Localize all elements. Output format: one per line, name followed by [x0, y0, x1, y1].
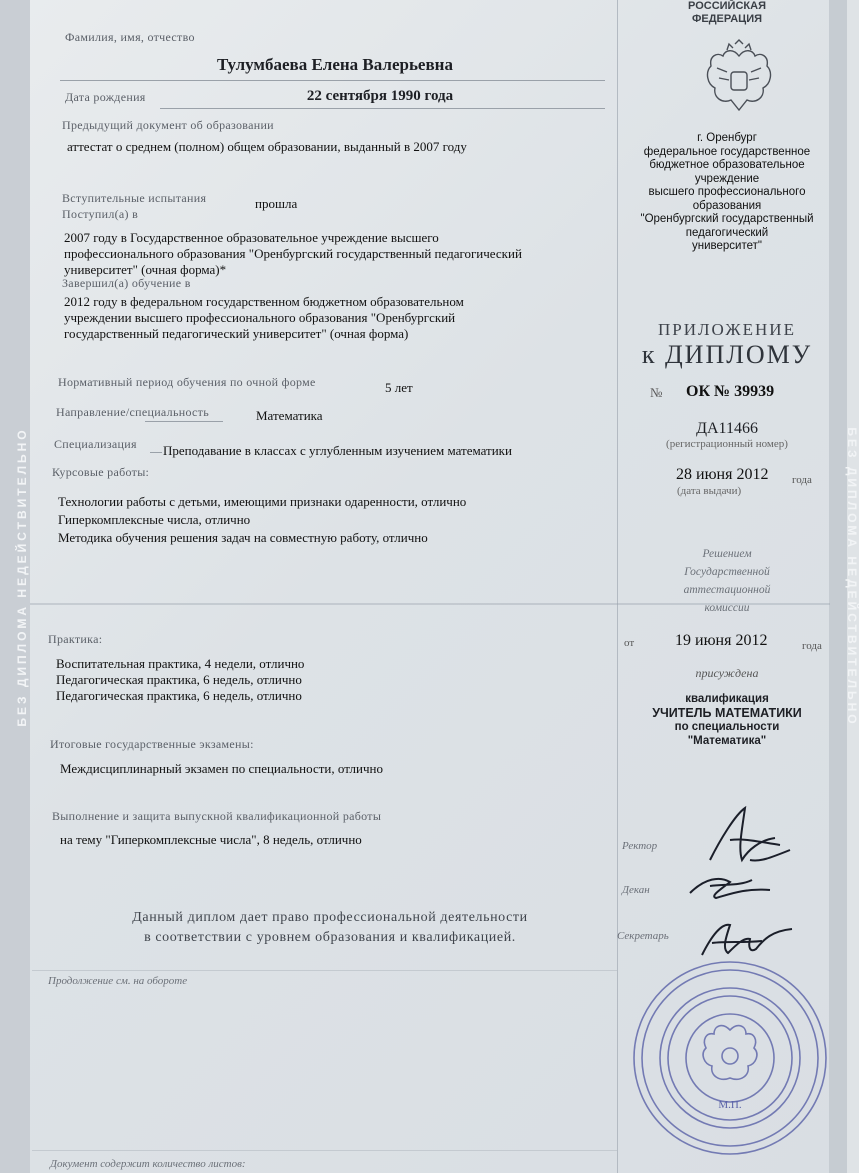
practice-item: Педагогическая практика, 6 недель, отлично — [56, 688, 302, 703]
commission-block — [622, 545, 832, 617]
coursework-item: Методика обучения решения задач на совместную работу, отлично — [58, 530, 428, 545]
practice-item: Педагогическая практика, 6 недель, отлично — [56, 672, 302, 687]
qualification-block — [622, 692, 832, 748]
column-divider — [617, 0, 618, 1173]
awarded-label: присуждена — [695, 666, 759, 680]
coursework-list — [58, 493, 466, 547]
diploma-number: ОК № 39939 — [686, 383, 775, 400]
practice-label: Практика: — [48, 632, 103, 646]
graduated-text — [64, 294, 464, 342]
period-value: 5 лет — [385, 380, 413, 395]
institution-line: федеральное государственное — [643, 145, 811, 158]
rights-statement — [60, 908, 600, 948]
appendix-subtitle: к ДИПЛОМУ — [641, 340, 813, 369]
institution-line: бюджетное образовательное — [649, 159, 805, 171]
entrance-label: Вступительные испытания — [62, 191, 207, 205]
dean-label: Декан — [622, 884, 650, 896]
name-label: Фамилия, имя, отчество — [65, 30, 195, 44]
country-header — [622, 0, 832, 26]
commission-line: Государственной — [684, 566, 770, 578]
institution-block — [622, 132, 832, 254]
state-exams-value: Междисциплинарный экзамен по специальности, отлично — [60, 761, 383, 776]
qualification-value: УЧИТЕЛЬ МАТЕМАТИКИ — [652, 706, 802, 720]
commission-line: аттестационной — [683, 584, 771, 596]
institution-city: г. Оренбург — [697, 132, 757, 144]
registration-label: (регистрационный номер) — [666, 438, 788, 450]
full-name: Тулумбаева Елена Валерьевна — [217, 55, 453, 74]
coursework-item: Технологии работы с детьми, имеющими признаки одаренности, отлично — [58, 494, 467, 509]
commission-line: Решением — [702, 548, 752, 560]
continued-note: Продолжение см. на обороте — [48, 975, 188, 987]
number-sign: № — [650, 385, 663, 400]
from-label: от — [624, 637, 635, 649]
practice-list — [56, 656, 304, 704]
state-exams-label: Итоговые государственные экзамены: — [50, 737, 254, 751]
enrolled-line: профессионального образования "Оренбургский государственный педагогический — [64, 246, 522, 261]
registration-number: ДА11466 — [696, 420, 758, 437]
country-line: РОССИЙСКАЯ — [688, 0, 766, 12]
practice-item: Воспитательная практика, 4 недели, отлично — [56, 656, 305, 671]
institution-line: университет" — [692, 240, 762, 252]
commission-line: комиссии — [704, 602, 750, 614]
institution-line: образования — [692, 199, 762, 212]
issue-label: (дата выдачи) — [677, 485, 742, 497]
lower-divider — [32, 970, 617, 971]
coursework-label: Курсовые работы: — [52, 465, 150, 479]
direction-value: Математика — [256, 408, 323, 423]
period-label: Нормативный период обучения по очной форме — [58, 375, 316, 389]
institution-line: высшего профессионального — [648, 186, 806, 198]
thesis-label: Выполнение и защита выпускной квалификационной работы — [52, 809, 382, 823]
official-seal-icon — [630, 958, 830, 1158]
appendix-title: ПРИЛОЖЕНИЕ — [658, 320, 796, 339]
graduated-line: государственный педагогический университет" (очная форма) — [64, 326, 409, 341]
institution-line: учреждение — [694, 172, 760, 185]
entrance-value: прошла — [255, 196, 298, 211]
graduated-label: Завершил(а) обучение в — [62, 276, 191, 290]
secretary-label: Секретарь — [617, 930, 669, 942]
coat-of-arms-icon — [697, 38, 781, 122]
birth-date: 22 сентября 1990 года — [306, 88, 454, 104]
dean-signature — [680, 868, 780, 908]
rector-label: Ректор — [622, 840, 658, 852]
birth-label: Дата рождения — [65, 90, 146, 104]
graduated-line: учреждении высшего профессионального образования "Оренбургский — [64, 310, 456, 325]
issue-date: 28 июня 2012 — [676, 466, 769, 483]
qualification-label: квалификация — [685, 693, 769, 705]
right-vertical-text: БЕЗ ДИПЛОМА НЕДЕЙСТВИТЕЛЬНО — [845, 427, 859, 727]
specialty-value: "Математика" — [687, 735, 767, 747]
decision-suffix: года — [802, 640, 822, 652]
prev-doc-label: Предыдущий документ об образовании — [62, 118, 274, 132]
specialization-underline — [150, 452, 162, 453]
prev-doc-value: аттестат о среднем (полном) общем образовании, выданный в 2007 году — [67, 139, 467, 154]
institution-line: "Оренбургский государственный — [640, 213, 814, 225]
enrolled-text — [64, 230, 522, 278]
left-vertical-text: БЕЗ ДИПЛОМА НЕДЕЙСТВИТЕЛЬНО — [15, 427, 29, 727]
thesis-value: на тему "Гиперкомплексные числа", 8 недель, отлично — [60, 832, 362, 847]
enrolled-line: университет" (очная форма)* — [64, 262, 227, 277]
statement-line: в соответствии с уровнем образования и квалификацией. — [144, 930, 516, 945]
direction-underline — [145, 421, 223, 422]
coursework-item: Гиперкомплексные числа, отлично — [58, 512, 251, 527]
institution-line: педагогический — [685, 226, 769, 239]
statement-line: Данный диплом дает право профессиональной деятельности — [132, 910, 528, 925]
enrolled-line: 2007 году в Государственное образовательное учреждение высшего — [64, 230, 439, 245]
seal-mp-text: М.П. — [718, 1099, 742, 1111]
enrolled-label: Поступил(а) в — [62, 207, 139, 221]
decision-date: 19 июня 2012 — [675, 632, 768, 649]
name-underline — [60, 80, 605, 81]
specialty-label: по специальности — [674, 721, 780, 733]
graduated-line: 2012 году в федеральном государственном бюджетном образовательном — [64, 294, 464, 309]
footer-divider — [32, 1150, 617, 1151]
direction-label: Направление/специальность — [56, 405, 209, 419]
birth-underline — [160, 108, 605, 109]
sheet-count-note: Документ содержит количество листов: — [50, 1158, 246, 1170]
specialization-label: Специализация — [54, 437, 137, 451]
issue-suffix: года — [792, 474, 812, 486]
country-line: ФЕДЕРАЦИЯ — [691, 13, 763, 25]
specialization-value: Преподавание в классах с углубленным изучением математики — [163, 443, 512, 458]
